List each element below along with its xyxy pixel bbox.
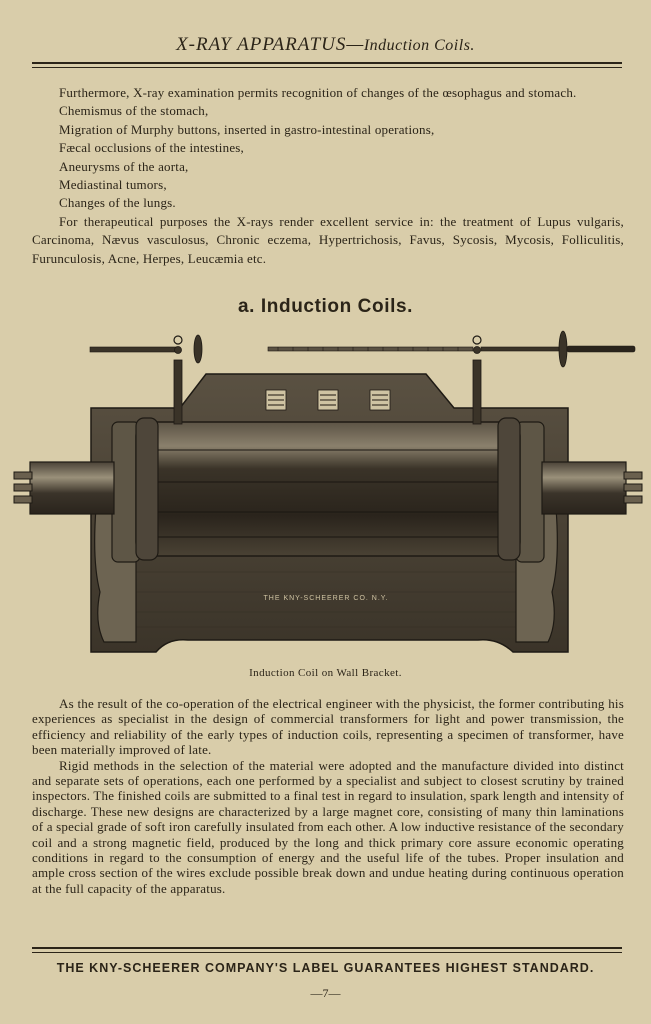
body-paragraph: Rigid methods in the selection of the material were adopted and the manufacture divided into distinct and separate sets of operations, each one performed by a specialist and subject to closest scrutiny by trained inspectors. The finished coils are submitted to a final test in regard to insulation, spark length and intensity of discharge. These new designs are characterized by a large magnet core, consisting of many thin laminations of a special grade of soft iron carefully insulated from each other. A low inductive resistance of the secondary coil and a strong magnetic field, produced by the long and thick primary core assure economic operating conditions in regard to the consumption of energy and the useful life of the tubes. Proper insulation and ample cross section of the wires exclude possible break down and undue heating during continuous operation at the full capacity of the apparatus. (32, 757, 624, 896)
header-title-sub: Induction Coils. (363, 37, 475, 54)
header-rule-thin (32, 67, 622, 68)
footer-guarantee: THE KNY-SCHEERER COMPANY'S LABEL GUARANTEES HIGHEST STANDARD. (56, 961, 595, 975)
footer-rule-thick (32, 947, 622, 949)
list-item: Migration of Murphy buttons, inserted in gastro-intestinal operations, (59, 121, 435, 137)
induction-coil-illustration (8, 322, 644, 662)
list-item: Fæcal occlusions of the intestines, (59, 140, 245, 156)
body-text (32, 696, 624, 896)
maker-plate-text: THE KNY-SCHEERER CO. N.Y. (263, 595, 389, 602)
header-title-dash: — (346, 34, 364, 55)
section-heading: a. Induction Coils. (237, 296, 413, 317)
body-paragraph: As the result of the co-operation of the electrical engineer with the physicist, the former contributing his experiences as specialist in the design of commercial transformers for light and power transmission, the efficiency and reliability of the early types of induction coils, representing a specimen of transformer, have been materially improved of late. (32, 696, 624, 758)
list-item: Aneurysms of the aorta, (59, 158, 189, 174)
header-rule-thick (32, 62, 622, 64)
list-item: Mediastinal tumors, (59, 177, 167, 193)
intro-paragraph: Furthermore, X-ray examination permits recognition of changes of the œsophagus and stomach. (59, 85, 577, 100)
list-item: Changes of the lungs. (59, 195, 176, 211)
figure-caption: Induction Coil on Wall Bracket. (249, 667, 402, 679)
therapeutic-paragraph: For therapeutical purposes the X-rays render excellent service in: the treatment of Lupus vulgaris, Carcinoma, Nævus vasculosus, Chronic eczema, Hypertrichosis, Favus, Sycosis, Mycosis, Folliculitis, Furunculosis, Acne, Herpes, Leucæmia etc. (32, 213, 624, 266)
page-number: —7— (310, 986, 341, 1000)
header-title-main: X-RAY APPARATUS (176, 34, 347, 55)
list-item: Chemismus of the stomach, (59, 103, 209, 119)
intro-text (32, 84, 624, 268)
footer-rule-thin (32, 952, 622, 953)
page-header (0, 34, 651, 56)
